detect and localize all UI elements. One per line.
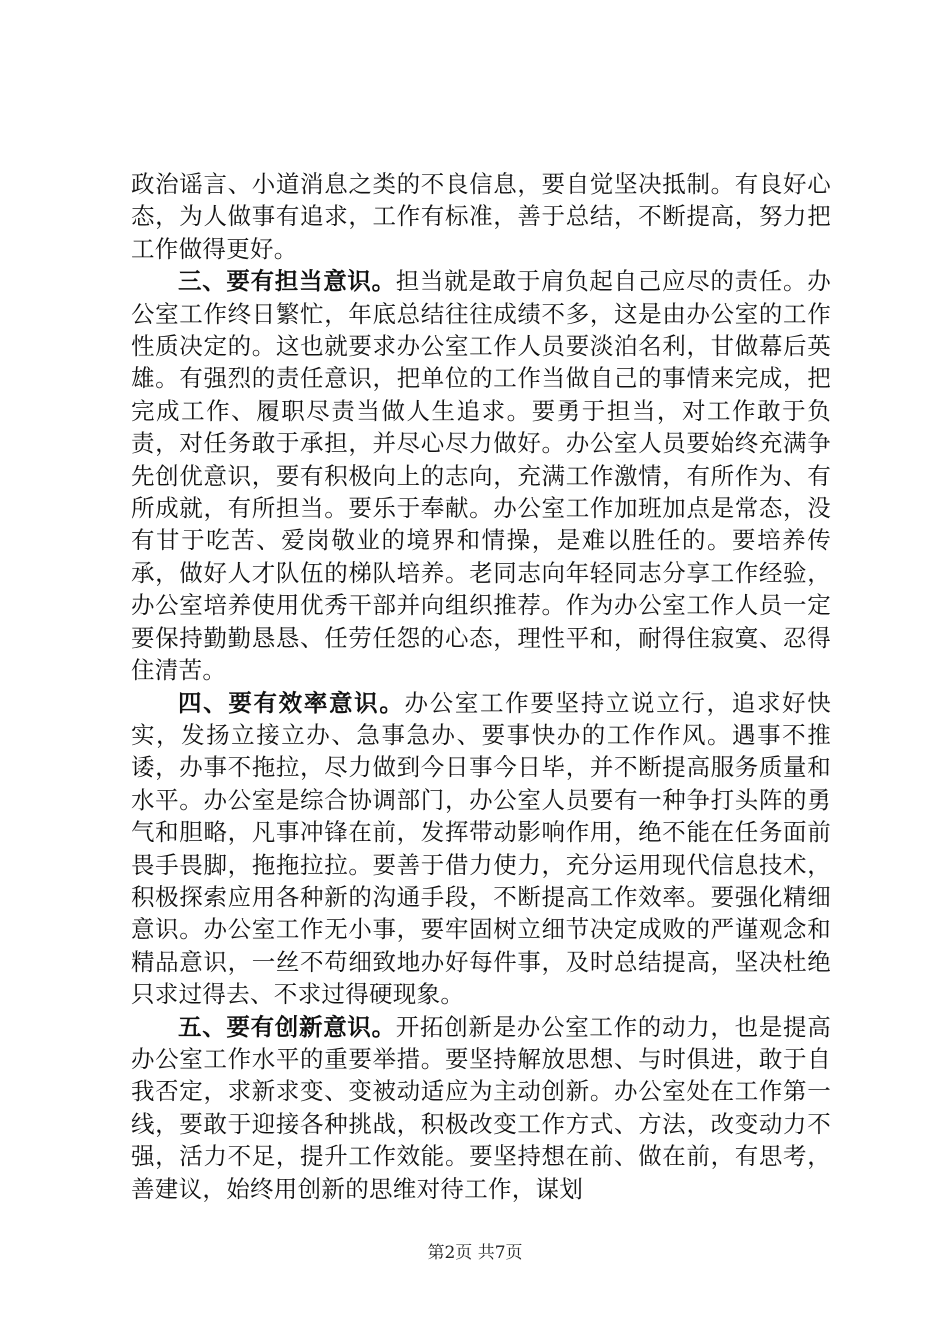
page-number-footer: 第2页 共7页	[427, 1243, 523, 1263]
paragraph-section-five	[131, 1011, 831, 1205]
paragraph-text: 办公室工作要坚持立说立行，追求好快实，发扬立接立办、急事急办、要事快办的工作作风。遇事不推诿，办事不拖拉，尽力做到今日事今日毕，并不断提高服务质量和水平。办公室是综合协调部门，办公室人员要有一种争打头阵的勇气和胆略，凡事冲锋在前，发挥带动影响作用，绝不能在任务面前畏手畏脚，拖拖拉拉。要善于借力使力，充分运用现代信息技术，积极探索应用各种新的沟通手段，不断提高工作效率。要强化精细意识。办公室工作无小事，要牢固树立细节决定成败的严谨观念和精品意识，一丝不苟细致地办好每件事，及时总结提高，坚决杜绝只求过得去、不求过得硬现象。	[131, 688, 831, 1009]
paragraph-section-three	[131, 265, 831, 686]
paragraph-section-four	[131, 687, 831, 1011]
paragraph-text: 政治谣言、小道消息之类的不良信息，要自觉坚决抵制。有良好心态，为人做事有追求，工作有标准，善于总结，不断提高，努力把工作做得更好。	[131, 170, 831, 263]
section-heading: 三、要有担当意识。	[178, 267, 396, 296]
document-body	[131, 168, 831, 1205]
paragraph-text: 担当就是敢于肩负起自己应尽的责任。办公室工作终日繁忙，年底总结往往成绩不多，这是由办公室的工作性质决定的。这也就要求办公室工作人员要淡泊名利，甘做幕后英雄。有强烈的责任意识，把单位的工作当做自己的事情来完成，把完成工作、履职尽责当做人生追求。要勇于担当，对工作敢于负责，对任务敢于承担，并尽心尽力做好。办公室人员要始终充满争先创优意识，要有积极向上的志向，充满工作激情，有所作为、有所成就，有所担当。要乐于奉献。办公室工作加班加点是常态，没有甘于吃苦、爱岗敬业的境界和情操，是难以胜任的。要培养传承，做好人才队伍的梯队培养。老同志向年轻同志分享工作经验，办公室培养使用优秀干部并向组织推荐。作为办公室工作人员一定要保持勤勤恳恳、任劳任怨的心态，理性平和，耐得住寂寞、忍得住清苦。	[131, 267, 831, 685]
paragraph-text: 开拓创新是办公室工作的动力，也是提高办公室工作水平的重要举措。要坚持解放思想、与时俱进，敢于自我否定，求新求变、变被动适应为主动创新。办公室处在工作第一线，要敢于迎接各种挑战，积极改变工作方式、方法，改变动力不强，活力不足，提升工作效能。要坚持想在前、做在前，有思考，善建议，始终用创新的思维对待工作，谋划	[131, 1012, 831, 1203]
section-heading: 四、要有效率意识。	[178, 688, 405, 717]
paragraph-continuation	[131, 168, 831, 265]
section-heading: 五、要有创新意识。	[178, 1012, 396, 1041]
